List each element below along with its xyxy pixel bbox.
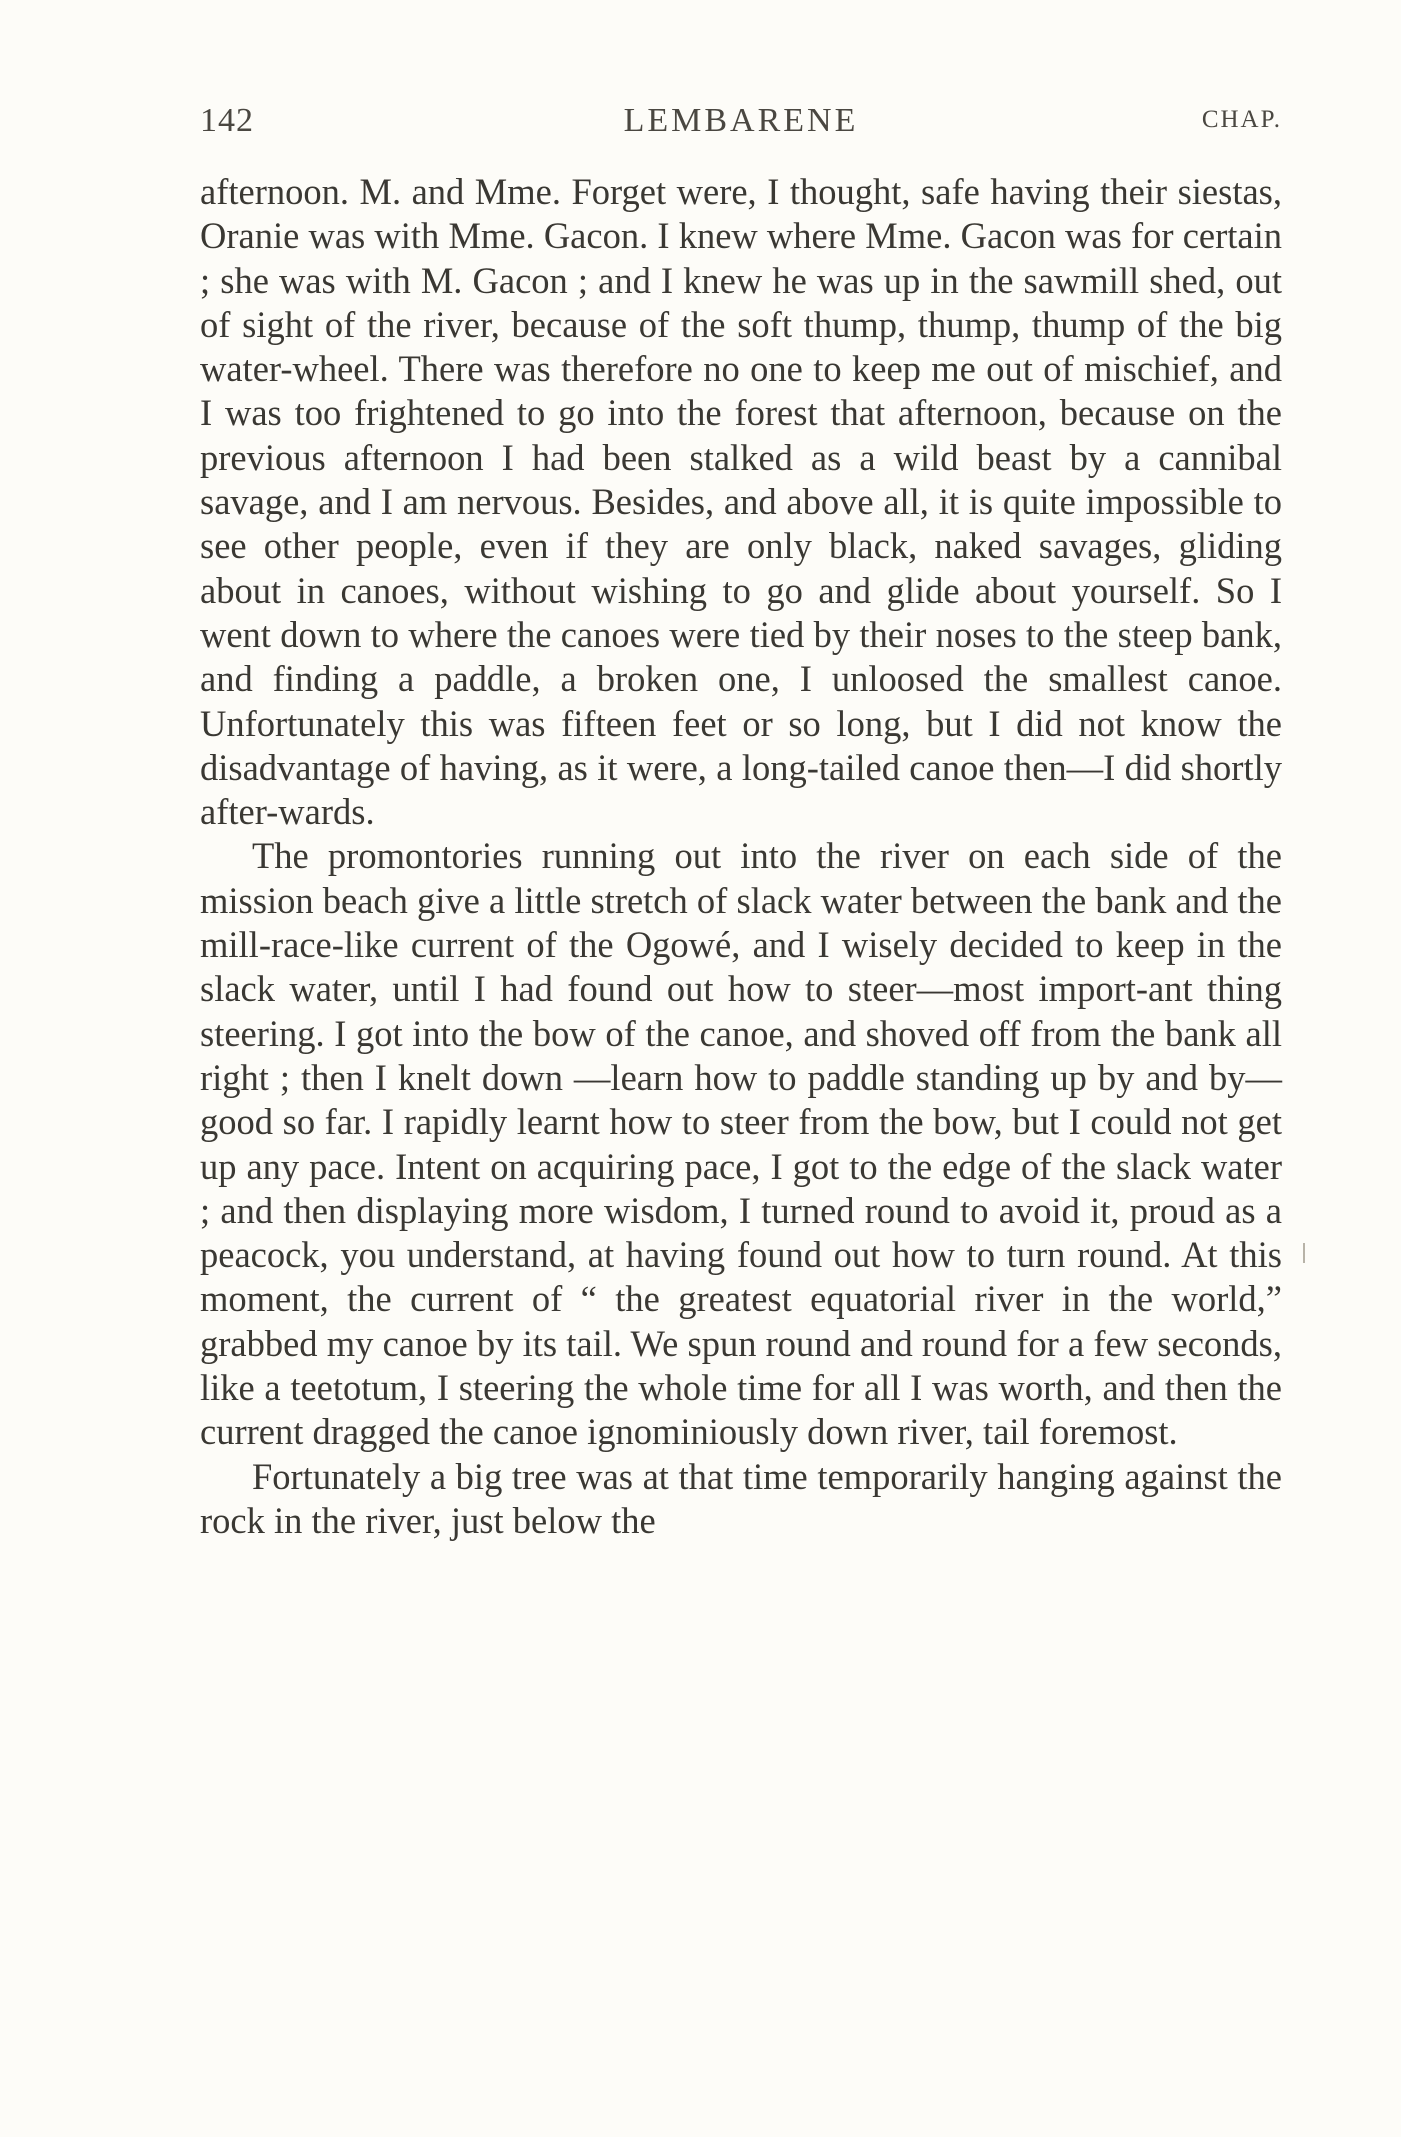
- paragraph-fortunately: Fortunately a big tree was at that time temporarily hanging against the rock in the river, just below the: [200, 1455, 1282, 1541]
- running-head: [200, 102, 1282, 152]
- paper-speck: [1303, 1243, 1305, 1263]
- paragraph-promontories: The promontories running out into the river on each side of the mission beach give a little stretch of slack water between the bank and the mill-race-like current of the Ogowé, and I wisely decided to keep in the slack water, until I had found out how to steer—most import-ant thing steering. I got into the bow of the canoe, and shoved off from the bank all right ; then I knelt down —learn how to paddle standing up by and by—good so far. I rapidly learnt how to steer from the bow, but I could not get up any pace. Intent on acquiring pace, I got to the edge of the slack water ; and then displaying more wisdom, I turned round to avoid it, proud as a peacock, you understand, at having found out how to turn round. At this moment, the current of “ the greatest equatorial river in the world,” grabbed my canoe by its tail. We spun round and round for a few seconds, like a teetotum, I steering the whole time for all I was worth, and then the current dragged the canoe ignominiously down river, tail foremost.: [200, 835, 1282, 1453]
- body-text: [200, 170, 1282, 1543]
- running-title: LEMBARENE: [623, 102, 859, 139]
- chapter-label: CHAP.: [1201, 106, 1282, 133]
- paragraph-continued: afternoon. M. and Mme. Forget were, I thought, safe having their siestas, Oranie was with Mme. Gacon. I knew where Mme. Gacon was for certain ; she was with M. Gacon ; and I knew he was up in the sawmill shed, out of sight of the river, because of the soft thump, thump, thump of the big water-wheel. There was therefore no one to keep me out of mischief, and I was too frightened to go into the forest that afternoon, because on the previous afternoon I had been stalked as a wild beast by a cannibal savage, and I am nervous. Besides, and above all, it is quite impossible to see other people, even if they are only black, naked savages, gliding about in canoes, without wishing to go and glide about yourself. So I went down to where the canoes were tied by their noses to the steep bank, and finding a paddle, a broken one, I unloosed the smallest canoe. Unfortunately this was fifteen feet or so long, but I did not know the disadvantage of having, as it were, a long-tailed canoe then—I did shortly after-wards.: [200, 171, 1282, 833]
- page-number: 142: [200, 102, 254, 139]
